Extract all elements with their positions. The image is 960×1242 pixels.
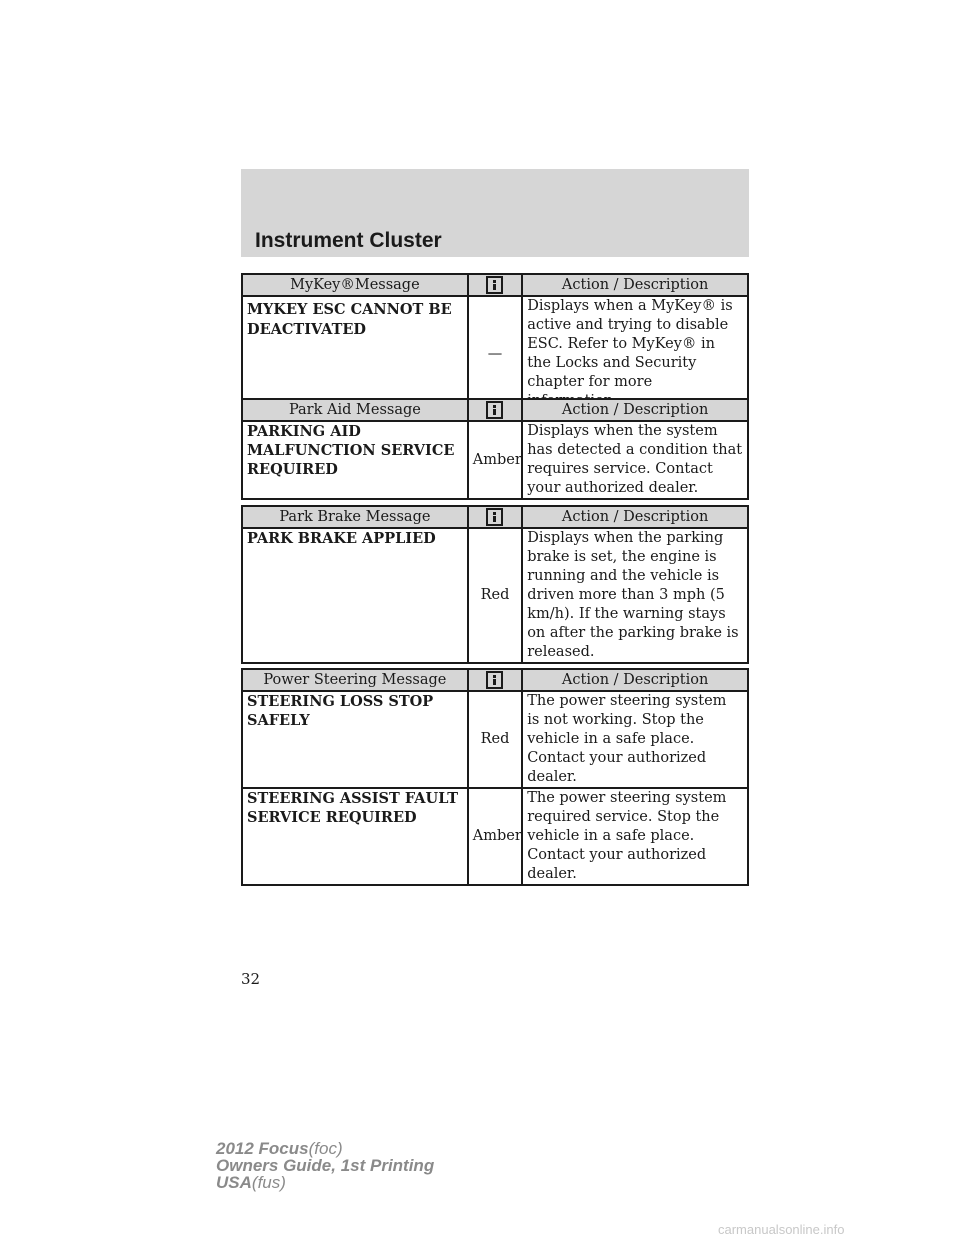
table-header-row (242, 506, 748, 528)
action-column-header: Action / Description (522, 506, 748, 528)
indicator-color: Red (468, 691, 522, 788)
message-name: STEERING ASSIST FAULT SERVICE REQUIRED (242, 788, 468, 885)
table-row (242, 788, 748, 885)
message-description: The power steering system is not working. Stop the vehicle in a safe place. Contact your authorized dealer. (522, 691, 748, 788)
table-header-row (242, 274, 748, 296)
section-title: Instrument Cluster (255, 229, 442, 252)
message-name: MYKEY ESC CANNOT BE DEACTIVATED (242, 296, 468, 412)
table-header-row (242, 399, 748, 421)
table-row (242, 691, 748, 788)
action-column-header: Action / Description (522, 669, 748, 691)
indicator-color: Amber (468, 421, 522, 499)
info-icon (486, 276, 503, 294)
park-aid-message-table (241, 398, 749, 500)
indicator-column-header (468, 274, 522, 296)
park-brake-message-table (241, 505, 749, 664)
power-steering-message-table (241, 668, 749, 886)
action-column-header: Action / Description (522, 399, 748, 421)
message-description: Displays when the system has detected a condition that requires service. Contact your authorized dealer. (522, 421, 748, 499)
info-icon (486, 508, 503, 526)
info-icon (486, 671, 503, 689)
message-column-header: Power Steering Message (242, 669, 468, 691)
action-column-header: Action / Description (522, 274, 748, 296)
message-column-header: MyKey®Message (242, 274, 468, 296)
indicator-column-header (468, 506, 522, 528)
table-header-row (242, 669, 748, 691)
page-number: 32 (241, 970, 261, 988)
message-description: Displays when the parking brake is set, the engine is running and the vehicle is driven more than 3 mph (5 km/h). If the warning stays on after the parking brake is released. (522, 528, 748, 663)
indicator-color: Amber (468, 788, 522, 885)
indicator-column-header (468, 669, 522, 691)
message-column-header: Park Brake Message (242, 506, 468, 528)
table-row (242, 296, 748, 412)
indicator-color: — (468, 296, 522, 412)
message-name: PARKING AID MALFUNCTION SERVICE REQUIRED (242, 421, 468, 499)
message-name: STEERING LOSS STOP SAFELY (242, 691, 468, 788)
message-description: Displays when a MyKey® is active and trying to disable ESC. Refer to MyKey® in the Locks and Security chapter for more (522, 296, 748, 412)
message-description: The power steering system required service. Stop the vehicle in a safe place. Contact your authorized dealer. (522, 788, 748, 885)
message-name: PARK BRAKE APPLIED (242, 528, 468, 663)
mykey-message-table (241, 273, 749, 413)
footer-print-info: 2012 Focus(foc) Owners Guide, 1st Printing USA(fus) (216, 1139, 435, 1192)
table-row (242, 421, 748, 499)
table-row (242, 528, 748, 663)
message-column-header: Park Aid Message (242, 399, 468, 421)
info-icon (486, 401, 503, 419)
watermark: carmanualsonline.info (718, 1222, 845, 1237)
indicator-color: Red (468, 528, 522, 663)
indicator-column-header (468, 399, 522, 421)
